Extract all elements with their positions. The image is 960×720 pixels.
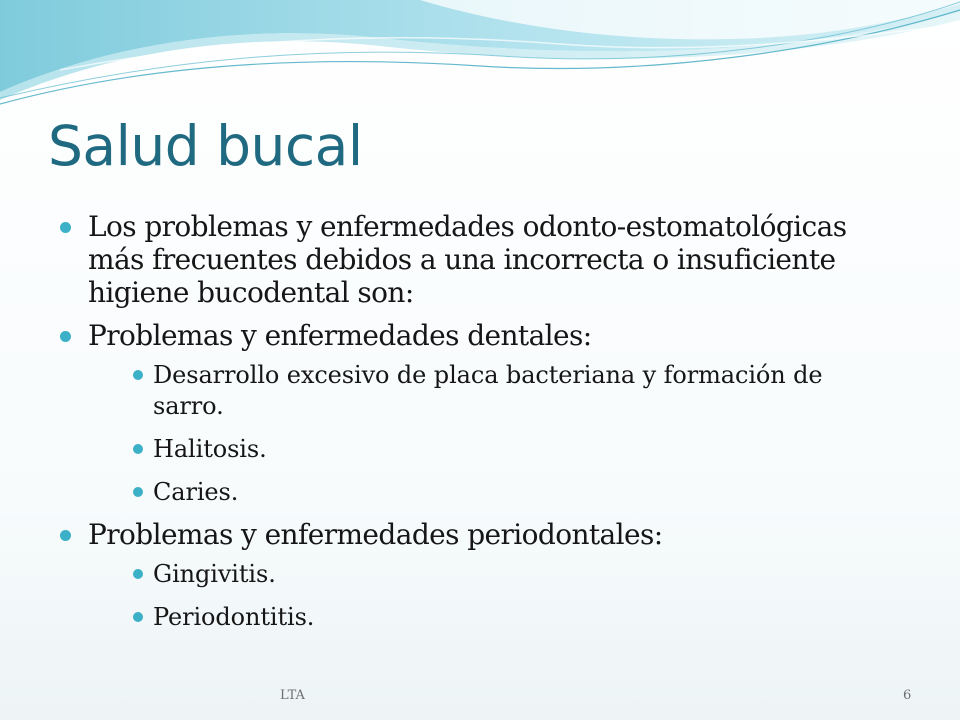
sub-bullet-text: Caries. [153,478,239,506]
page-number: 6 [903,688,912,703]
bullet-text: Problemas y enfermedades periodontales: [88,518,663,551]
bullet-item [60,319,900,508]
sub-bullet-item [125,477,900,508]
sub-bullet-dot-icon [133,370,143,380]
wave-decoration [0,0,960,130]
bullet-dot-icon [60,530,71,541]
sub-bullet-dot-icon [133,444,143,454]
bullet-item [60,210,900,309]
sub-bullet-dot-icon [133,569,143,579]
sub-bullet-text: Gingivitis. [153,560,276,588]
sub-bullet-dot-icon [133,487,143,497]
sub-bullet-item [125,602,900,633]
sub-bullet-list [88,360,900,508]
sub-bullet-item [125,434,900,465]
sub-bullet-item [125,360,900,422]
sub-bullet-text: Desarrollo excesivo de placa bacteriana y formación de sarro. [153,361,823,420]
sub-bullet-text: Halitosis. [153,435,267,463]
sub-bullet-dot-icon [133,612,143,622]
slide-content [60,210,900,633]
footer-label: LTA [280,688,305,703]
sub-bullet-text: Periodontitis. [153,603,315,631]
sub-bullet-list [88,559,900,633]
bullet-dot-icon [60,222,71,233]
slide-title: Salud bucal [48,114,363,178]
bullet-dot-icon [60,331,71,342]
bullet-text: Los problemas y enfermedades odonto-estomatológicas más frecuentes debidos a una incorrecta o insuficiente higiene bucodental son: [88,210,847,309]
sub-bullet-item [125,559,900,590]
bullet-list [60,210,900,633]
bullet-text: Problemas y enfermedades dentales: [88,319,592,352]
bullet-item [60,518,900,633]
